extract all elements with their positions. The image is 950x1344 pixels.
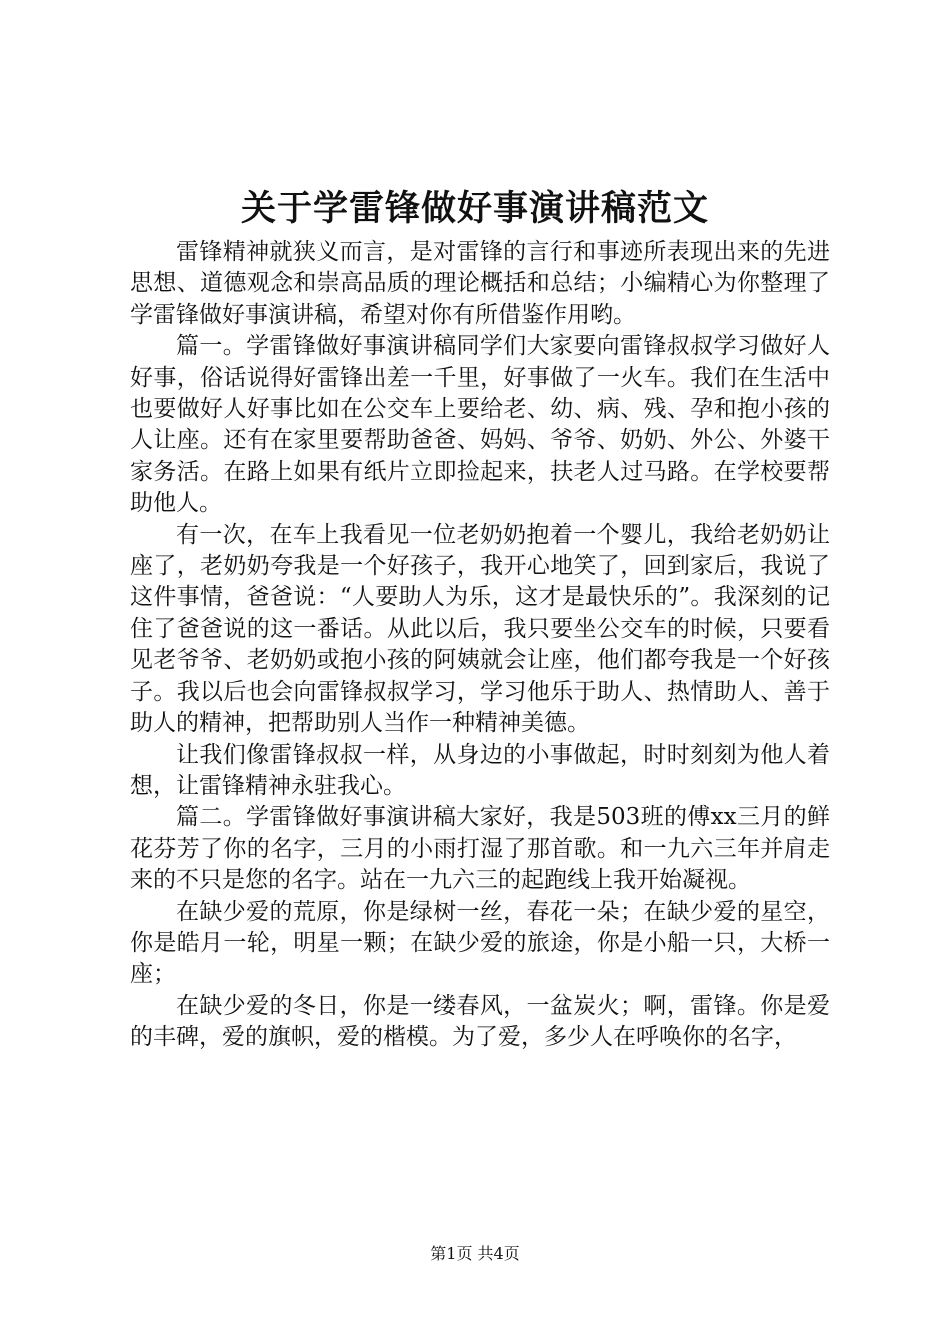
paragraph-part-two: 篇二。学雷锋做好事演讲稿大家好，我是503班的傅xx三月的鲜花芬芳了你的名字，三月的小雨打湿了那首歌。和一九六三年并肩走来的不只是您的名字。站在一九六三的起跑线上我开始凝视。	[130, 804, 830, 894]
paragraph-story: 有一次，在车上我看见一位老奶奶抱着一个婴儿，我给老奶奶让座了，老奶奶夸我是一个好孩子，我开心地笑了，回到家后，我说了这件事情，爸爸说：“人要助人为乐，这才是最快乐的”。我深刻的记住了爸爸说的这一番话。从此以后，我只要坐公交车的时候，只要看见老爷爷、老奶奶或抱小孩的阿姨就会让座，他们都夸我是一个好孩子。我以后也会向雷锋叔叔学习，学习他乐于助人、热情助人、善于助人的精神，把帮助别人当作一种精神美德。	[130, 521, 830, 737]
paragraph-love-2: 在缺少爱的冬日，你是一缕春风，一盆炭火；啊，雷锋。你是爱的丰碑，爱的旗帜，爱的楷模。为了爱，多少人在呼唤你的名字，	[130, 992, 830, 1051]
paragraph-love-1: 在缺少爱的荒原，你是绿树一丝，春花一朵；在缺少爱的星空，你是皓月一轮，明星一颗；在缺少爱的旅途，你是小船一只，大桥一座；	[130, 898, 830, 988]
document-title: 关于学雷锋做好事演讲稿范文	[240, 188, 709, 229]
paragraph-intro: 雷锋精神就狭义而言，是对雷锋的言行和事迹所表现出来的先进思想、道德观念和崇高品质的理论概括和总结；小编精心为你整理了学雷锋做好事演讲稿，希望对你有所借鉴作用哟。	[130, 239, 830, 328]
paragraph-part-one: 篇一。学雷锋做好事演讲稿同学们大家要向雷锋叔叔学习做好人好事，俗话说得好雷锋出差一千里，好事做了一火车。我们在生活中也要做好人好事比如在公交车上要给老、幼、病、残、孕和抱小孩的人让座。还有在家里要帮助爸爸、妈妈、爷爷、奶奶、外公、外婆干家务活。在路上如果有纸片立即捡起来，扶老人过马路。在学校要帮助他人。	[130, 333, 830, 517]
document-body	[130, 237, 830, 1054]
page-footer: 第1页 共4页	[430, 1244, 520, 1263]
paragraph-call: 让我们像雷锋叔叔一样，从身边的小事做起，时时刻刻为他人着想，让雷锋精神永驻我心。	[130, 741, 830, 799]
